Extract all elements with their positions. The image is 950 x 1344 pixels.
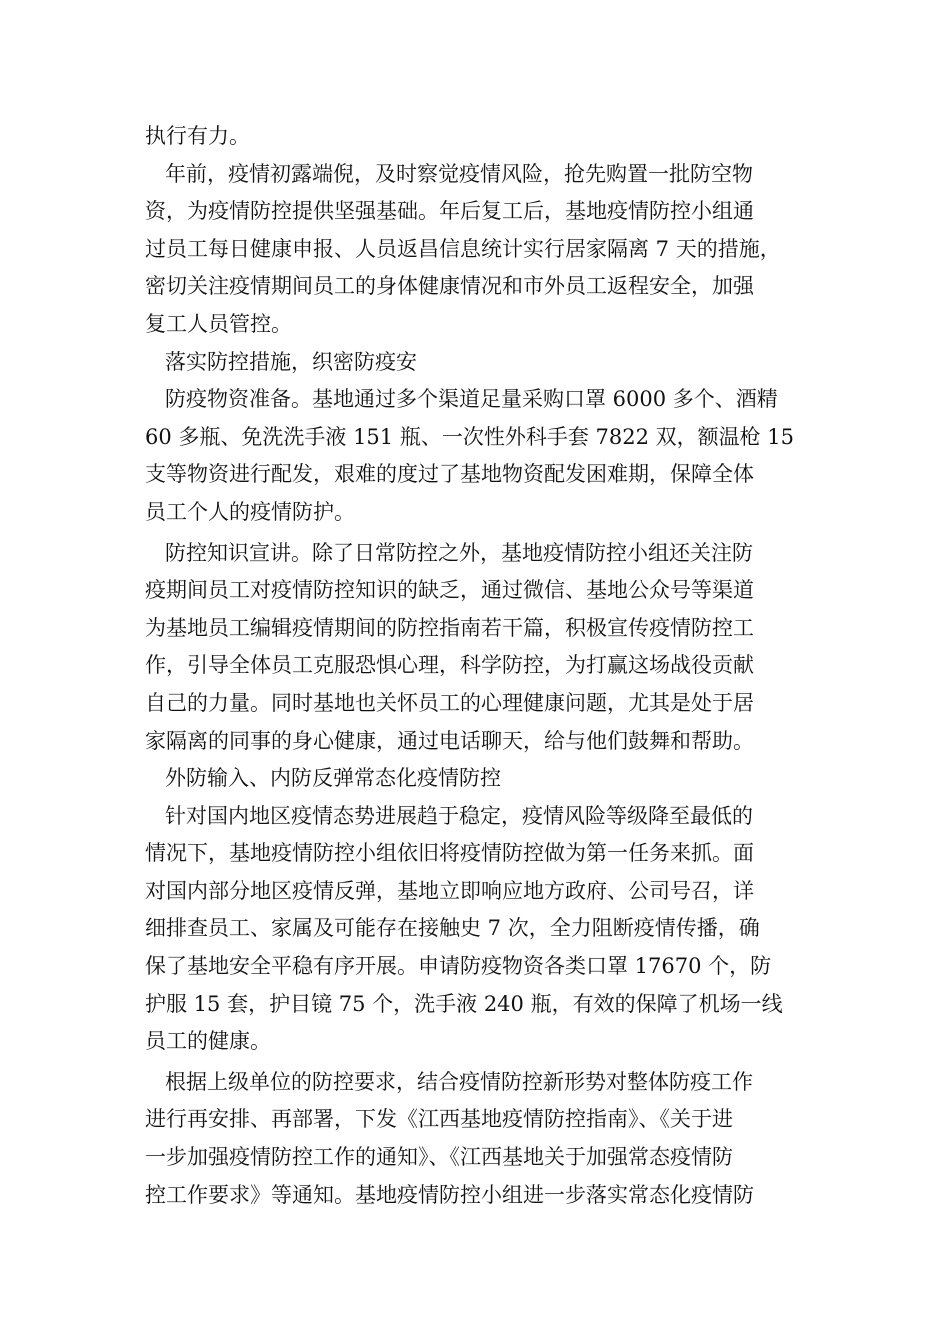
- text-line: 控工作要求》等通知。基地疫情防控小组进一步落实常态化疫情防: [145, 1182, 754, 1207]
- document-body: [145, 118, 810, 1214]
- text-line: 60 多瓶、免洗洗手液 151 瓶、一次性外科手套 7822 双，额温枪 15: [145, 424, 795, 449]
- text-line: 支等物资进行配发，艰难的度过了基地物资配发困难期，保障全体: [145, 462, 754, 487]
- text-line: 家隔离的同事的身心健康，通过电话聊天，给与他们鼓舞和帮助。: [145, 728, 754, 753]
- text-line: 细排查员工、家属及可能存在接触史 7 次，全力阻断疫情传播，确: [145, 916, 760, 941]
- text-line: 根据上级单位的防控要求，结合疫情防控新形势对整体防疫工作: [165, 1069, 753, 1094]
- text-line: 员工的健康。: [145, 1029, 271, 1054]
- text-line: 执行有力。: [145, 124, 250, 148]
- text-line: 作，引导全体员工克服恐惧心理，科学防控，为打赢这场战役贡献: [145, 653, 754, 678]
- text-line: 密切关注疫情期间员工的身体健康情况和市外员工返程安全，加强: [145, 274, 754, 299]
- text-line: 年前，疫情初露端倪，及时察觉疫情风险，抢先购置一批防空物: [165, 161, 753, 186]
- text-line: 针对国内地区疫情态势进展趋于稳定，疫情风险等级降至最低的: [165, 803, 753, 828]
- text-line: 情况下，基地疫情防控小组依旧将疫情防控做为第一任务来抓。面: [145, 841, 754, 866]
- text-line: 一步加强疫情防控工作的通知》、《江西基地关于加强常态疫情防: [145, 1145, 733, 1170]
- text-line: 复工人员管控。: [145, 311, 292, 336]
- text-line: 护服 15 套，护目镜 75 个，洗手液 240 瓶，有效的保障了机场一线: [145, 991, 783, 1016]
- text-line: 防疫物资准备。基地通过多个渠道足量采购口罩 6000 多个、酒精: [165, 387, 778, 412]
- text-line: 对国内部分地区疫情反弹，基地立即响应地方政府、公司号召，详: [145, 878, 754, 903]
- text-line: 疫期间员工对疫情防控知识的缺乏，通过微信、基地公众号等渠道: [145, 578, 754, 603]
- section-heading: 落实防控措施，织密防疫安: [165, 349, 417, 374]
- text-line: 过员工每日健康申报、人员返昌信息统计实行居家隔离 7 天的措施，: [145, 236, 781, 261]
- text-line: 自己的力量。同时基地也关怀员工的心理健康问题，尤其是处于居: [145, 690, 754, 715]
- text-line: 资，为疫情防控提供坚强基础。年后复工后，基地疫情防控小组通: [145, 199, 754, 224]
- text-line: 进行再安排、再部署，下发《江西基地疫情防控指南》、《关于进: [145, 1107, 733, 1132]
- text-line: 保了基地安全平稳有序开展。申请防疫物资各类口罩 17670 个，防: [145, 954, 772, 979]
- text-line: 员工个人的疫情防护。: [145, 499, 355, 524]
- section-heading: 外防输入、内防反弹常态化疫情防控: [165, 766, 501, 791]
- text-line: 防控知识宣讲。除了日常防控之外，基地疫情防控小组还关注防: [165, 540, 753, 565]
- text-line: 为基地员工编辑疫情期间的防控指南若干篇，积极宣传疫情防控工: [145, 615, 754, 640]
